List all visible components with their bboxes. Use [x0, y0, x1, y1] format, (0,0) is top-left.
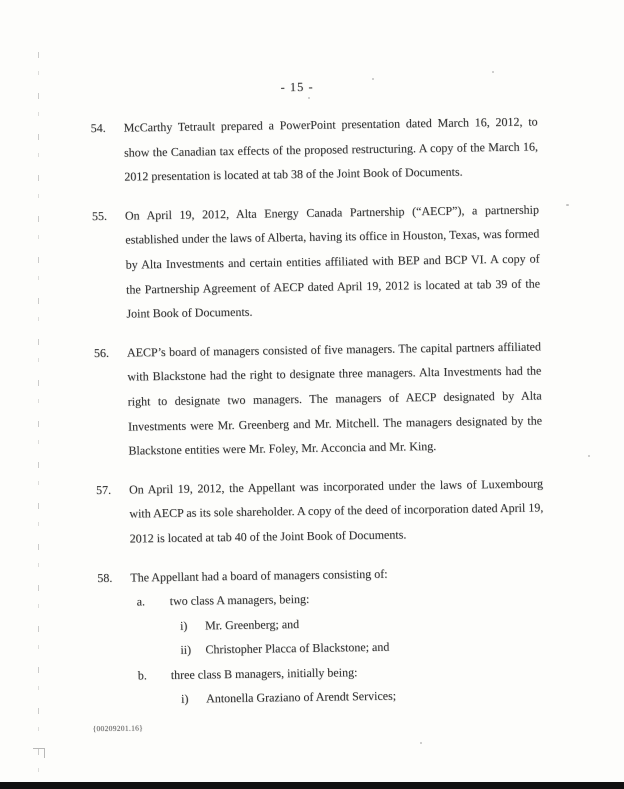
- scan-speck: [492, 71, 494, 73]
- list-item-label: i): [179, 618, 188, 633]
- paragraph-text: McCarthy Tetrault prepared a PowerPoint presentation dated March 16, 2012, to show the Canadian tax effects of the proposed restructuring. A copy of the March 16, 2012 presentation is located at tab 38 of the Joint Book of Documents.: [123, 114, 539, 184]
- scan-speck: [420, 742, 422, 744]
- list-item-label: a.: [136, 594, 146, 609]
- list-item-text: two class A managers, being:: [169, 591, 310, 609]
- scan-binding-artifact: [38, 52, 39, 774]
- scan-speck: [372, 78, 374, 80]
- paragraph-57: [96, 471, 544, 551]
- scan-speck: [566, 204, 569, 206]
- paragraph-text: On April 19, 2012, the Appellant was incorporated under the laws of Luxembourg with AECP as its sole shareholder. A copy of the deed of incorporation dated April 19, 2012 is located at tab 40 of the Joint Book of Documents.: [128, 476, 544, 546]
- list-item-text: Christopher Placca of Blackstone; and: [205, 639, 390, 657]
- paragraph-54: [90, 109, 538, 189]
- scan-corner-artifact: [33, 748, 45, 758]
- paragraph-text: On April 19, 2012, Alta Energy Canada Partnership (“AECP”), a partnership established under the laws of Alberta, having its office in Houston, Texas, was formed by Alta Investments and certain entities affiliated with BEP and BCP VI. A copy of the Partnership Agreement of AECP dated April 19, 2012 is located at tab 39 of the Joint Book of Documents.: [124, 202, 541, 321]
- doc-control-number: {00209201.16}: [92, 723, 144, 734]
- page-number: - 15 -: [280, 79, 314, 95]
- scan-speck: [308, 97, 310, 99]
- list-item-label: b.: [137, 668, 147, 683]
- paragraph-number: 55.: [91, 208, 108, 223]
- paragraph-number: 57.: [95, 482, 112, 497]
- paragraph-number: 54.: [90, 120, 106, 136]
- paragraph-text: AECP’s board of managers consisted of five managers. The capital partners affiliated with Blackstone had the right to designate three managers. Alta Investments had the right to designate two managers. The managers of AECP designated by Alta Investments were Mr. Greenberg and Mr. Mitchell. The managers designated by the Blackstone entities were Mr. Foley, Mr. Acconcia and Mr. King.: [126, 339, 543, 458]
- paragraph-55: [92, 197, 541, 327]
- paragraph-text: The Appellant had a board of managers consisting of:: [130, 566, 388, 585]
- scan-speck: [588, 455, 590, 457]
- list-item-b-i: [181, 682, 541, 712]
- list-item-label: i): [181, 692, 189, 707]
- list-item-label: ii): [180, 642, 192, 658]
- list-item-text: Antonella Graziano of Arendt Services;: [206, 689, 397, 706]
- scanner-edge-bar: [0, 782, 624, 789]
- paragraph-56: [94, 334, 543, 464]
- list-item-text: Mr. Greenberg; and: [204, 616, 300, 633]
- list-item-text: three class B managers, initially being:: [170, 665, 358, 682]
- paragraph-number: 56.: [93, 345, 110, 360]
- paragraph-number: 58.: [97, 570, 113, 585]
